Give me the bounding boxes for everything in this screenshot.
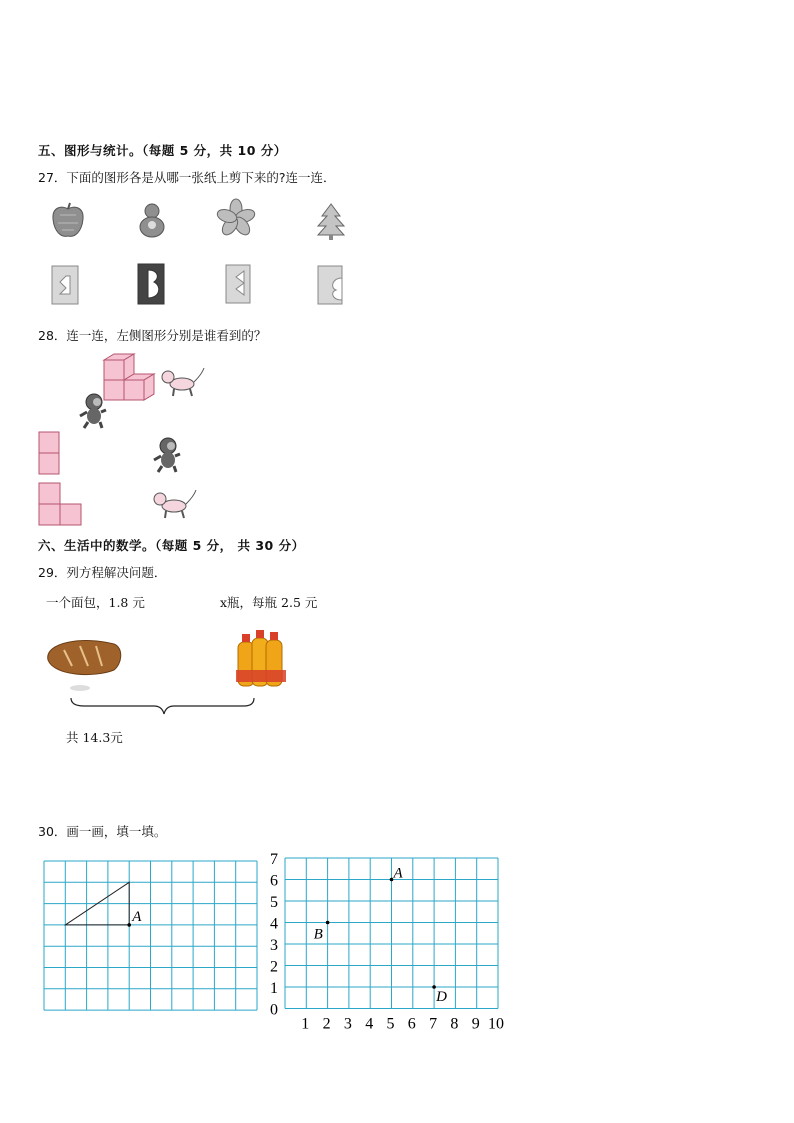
question-28-figures: [38, 350, 218, 530]
two-square-view: [39, 432, 59, 474]
y-tick-label: 6: [270, 872, 278, 890]
juice-bottles-icon: [236, 630, 286, 686]
paper-cutout-1: [52, 266, 78, 304]
left-grid-figure: [43, 860, 258, 1010]
question-30-text: 30．画一画，填一填。: [38, 824, 167, 839]
bread-icon: [48, 641, 121, 691]
point-d-label: D: [436, 989, 447, 1005]
point-b-label: B: [313, 926, 323, 943]
y-tick-label: 7: [270, 851, 278, 868]
question-27-text: 27．下面的图形各是从哪一张纸上剪下来的?连一连．: [38, 170, 336, 185]
paper-cutout-3: [226, 265, 250, 303]
x-tick-label: 6: [407, 1015, 416, 1033]
x-tick-label: 10: [488, 1015, 504, 1033]
section-6-title: 六、生活中的数学。（每题 5 分， 共 30 分）: [38, 538, 305, 553]
tree-icon: [318, 204, 344, 240]
x-tick-label: 1: [301, 1015, 310, 1033]
point-a-dot: [127, 923, 131, 927]
apple-icon: [53, 203, 83, 236]
x-tick-label: 5: [386, 1015, 395, 1033]
y-tick-label: 2: [270, 958, 278, 976]
monkey-icon: [80, 394, 106, 428]
dog-icon: [154, 490, 196, 518]
section-5-title: 五、图形与统计。（每题 5 分，共 10 分）: [38, 143, 287, 158]
bread-price-label: 一个面包，1.8 元: [46, 595, 145, 610]
cube-stack-figure: [104, 354, 154, 400]
y-tick-label: 1: [270, 980, 278, 997]
juice-price-label: x瓶，每瓶 2.5 元: [220, 595, 318, 610]
total-brace: [71, 698, 254, 714]
point-a-label: A: [132, 908, 142, 925]
question-28-text: 28．连一连，左侧图形分别是谁看到的？: [38, 328, 267, 343]
x-tick-label: 7: [429, 1015, 438, 1033]
point-a-label: A: [393, 865, 403, 882]
monkey-icon: [154, 438, 180, 472]
question-27-figures: [40, 198, 370, 313]
y-tick-label: 0: [270, 1001, 278, 1019]
x-tick-label: 3: [343, 1015, 352, 1033]
x-tick-label: 4: [365, 1015, 374, 1033]
paper-cutout-4: [318, 266, 342, 304]
x-tick-label: 9: [471, 1015, 480, 1033]
x-tick-label: 8: [450, 1015, 459, 1033]
total-price-label: 共 14.3元: [66, 730, 123, 745]
question-29-text: 29．列方程解决问题．: [38, 565, 167, 580]
l-shape-view: [39, 483, 81, 525]
point-b-dot: [326, 921, 330, 925]
question-29-figure: [44, 622, 294, 722]
gourd-icon: [140, 204, 164, 237]
dog-icon: [162, 368, 204, 396]
coordinate-grid-figure: [268, 848, 518, 1033]
y-tick-label: 3: [270, 937, 278, 954]
y-tick-label: 4: [270, 915, 278, 933]
x-tick-label: 2: [322, 1015, 331, 1033]
flower-icon: [216, 199, 257, 238]
paper-cutout-2: [138, 264, 164, 304]
y-tick-label: 5: [270, 894, 278, 911]
